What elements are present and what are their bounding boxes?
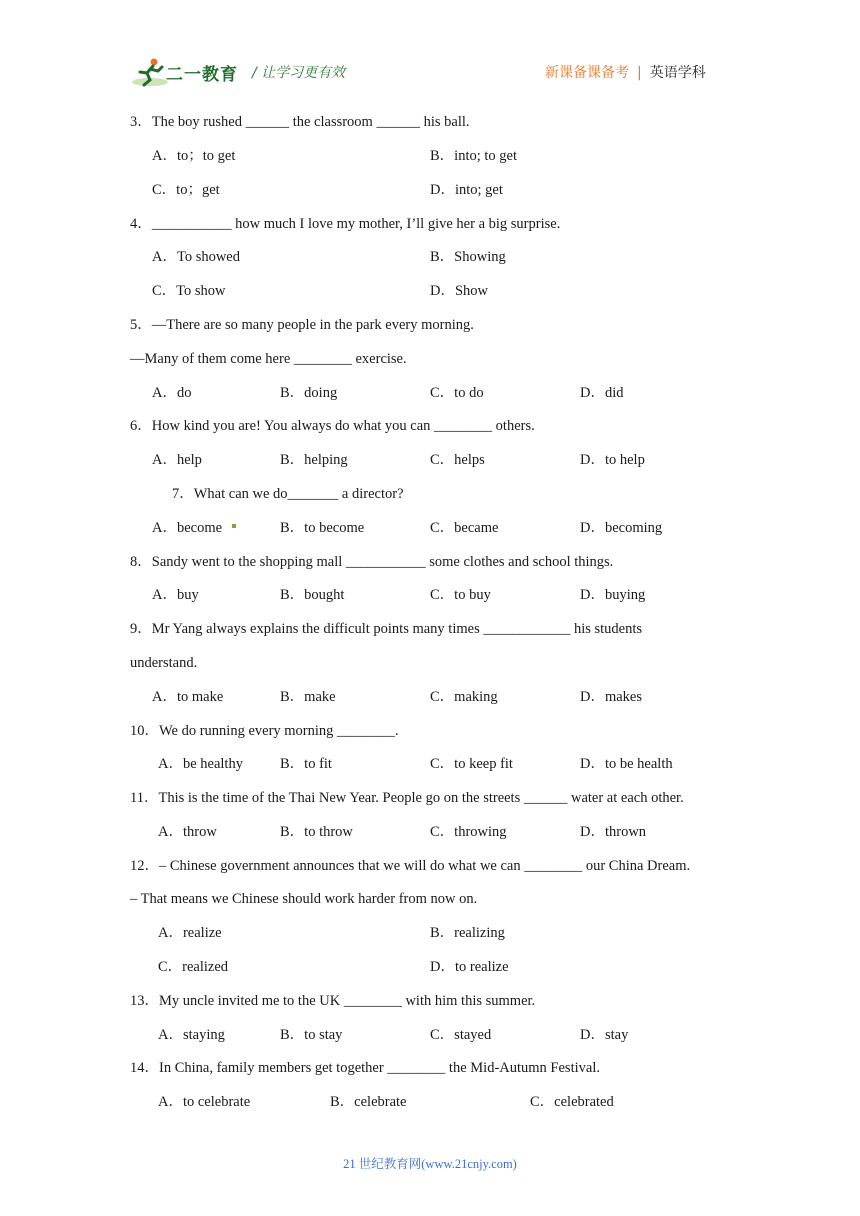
option-b: B．into; to get [430, 148, 517, 164]
question-stem: 11．This is the time of the Thai New Year. People go on the streets ______ water at each other. [130, 790, 684, 806]
option-a: A．help [152, 452, 202, 468]
logo-text: 二一教育 [166, 65, 238, 85]
question-stem: 14．In China, family members get together ________ the Mid-Autumn Festival. [130, 1060, 600, 1076]
question-stem: 6．How kind you are! You always do what you can ________ others. [130, 418, 535, 434]
question-stem: 13．My uncle invited me to the UK ________ with him this summer. [130, 993, 536, 1009]
option-d: D．becoming [580, 520, 663, 536]
option-c: C．To show [152, 283, 226, 299]
option-c: C．throwing [430, 824, 507, 840]
brand-logo [130, 56, 240, 88]
option-c: C．celebrated [530, 1094, 614, 1110]
option-c: C．stayed [430, 1027, 492, 1043]
question-stem-continued: understand. [130, 655, 198, 671]
option-b: B．to fit [280, 756, 332, 772]
header-right [545, 62, 706, 82]
header-label: 新课备课备考 [545, 65, 629, 81]
option-d: D．did [580, 385, 624, 401]
option-d: D．into; get [430, 182, 503, 198]
decorative-dot [232, 524, 236, 528]
option-c: C．to do [430, 385, 484, 401]
option-b: B．celebrate [330, 1094, 407, 1110]
header-separator: | [637, 65, 642, 81]
option-b: B．to become [280, 520, 365, 536]
option-d: D．thrown [580, 824, 647, 840]
question-stem: 12．– Chinese government announces that we will do what we can ________ our China Dream. [130, 858, 691, 874]
option-b: B．to throw [280, 824, 353, 840]
question-stem: 10．We do running every morning ________. [130, 723, 399, 739]
option-b: B．make [280, 689, 336, 705]
slogan: / 让学习更有效 [252, 65, 346, 81]
option-a: A．to celebrate [158, 1094, 251, 1110]
option-c: C．to；get [152, 182, 220, 198]
option-b: B．Showing [430, 249, 506, 265]
option-a: A．do [152, 385, 192, 401]
question-stem: 3．The boy rushed ______ the classroom ______ his ball. [130, 114, 470, 130]
option-b: B．helping [280, 452, 348, 468]
option-b: B．to stay [280, 1027, 343, 1043]
option-a: A．be healthy [158, 756, 243, 772]
option-d: D．makes [580, 689, 643, 705]
option-a: A．throw [158, 824, 217, 840]
option-a: A．To showed [152, 249, 240, 265]
question-stem: 9．Mr Yang always explains the difficult points many times ____________ his students [130, 621, 643, 637]
option-c: C．to keep fit [430, 756, 513, 772]
option-b: B．bought [280, 587, 345, 603]
option-d: D．to realize [430, 959, 509, 975]
header-subject: 英语学科 [649, 65, 706, 81]
question-stem: 7．What can we do_______ a director? [172, 486, 404, 502]
option-d: D．Show [430, 283, 489, 299]
option-a: A．to；to get [152, 148, 236, 164]
page-footer: 21 世纪教育网(www.21cnjy.com) [343, 1157, 517, 1171]
option-a: A．to make [152, 689, 224, 705]
option-c: C．became [430, 520, 499, 536]
option-c: C．helps [430, 452, 485, 468]
option-d: D．to be health [580, 756, 673, 772]
option-c: C．making [430, 689, 498, 705]
option-a: A．realize [158, 925, 222, 941]
option-a: A．become [152, 520, 223, 536]
page-header [0, 0, 860, 100]
option-d: D．stay [580, 1027, 629, 1043]
question-stem: 5．—There are so many people in the park every morning. [130, 317, 474, 333]
option-a: A．buy [152, 587, 199, 603]
option-b: B．doing [280, 385, 338, 401]
question-stem-continued: – That means we Chinese should work harder from now on. [130, 891, 478, 907]
question-stem-continued: —Many of them come here ________ exercise. [130, 351, 407, 367]
runner-logo-icon [130, 56, 170, 88]
option-a: A．staying [158, 1027, 225, 1043]
option-d: D．buying [580, 587, 646, 603]
option-b: B．realizing [430, 925, 505, 941]
question-stem: 8．Sandy went to the shopping mall ___________ some clothes and school things. [130, 554, 614, 570]
question-stem: 4．___________ how much I love my mother, I’ll give her a big surprise. [130, 216, 561, 232]
option-c: C．to buy [430, 587, 491, 603]
option-d: D．to help [580, 452, 645, 468]
option-c: C．realized [158, 959, 229, 975]
